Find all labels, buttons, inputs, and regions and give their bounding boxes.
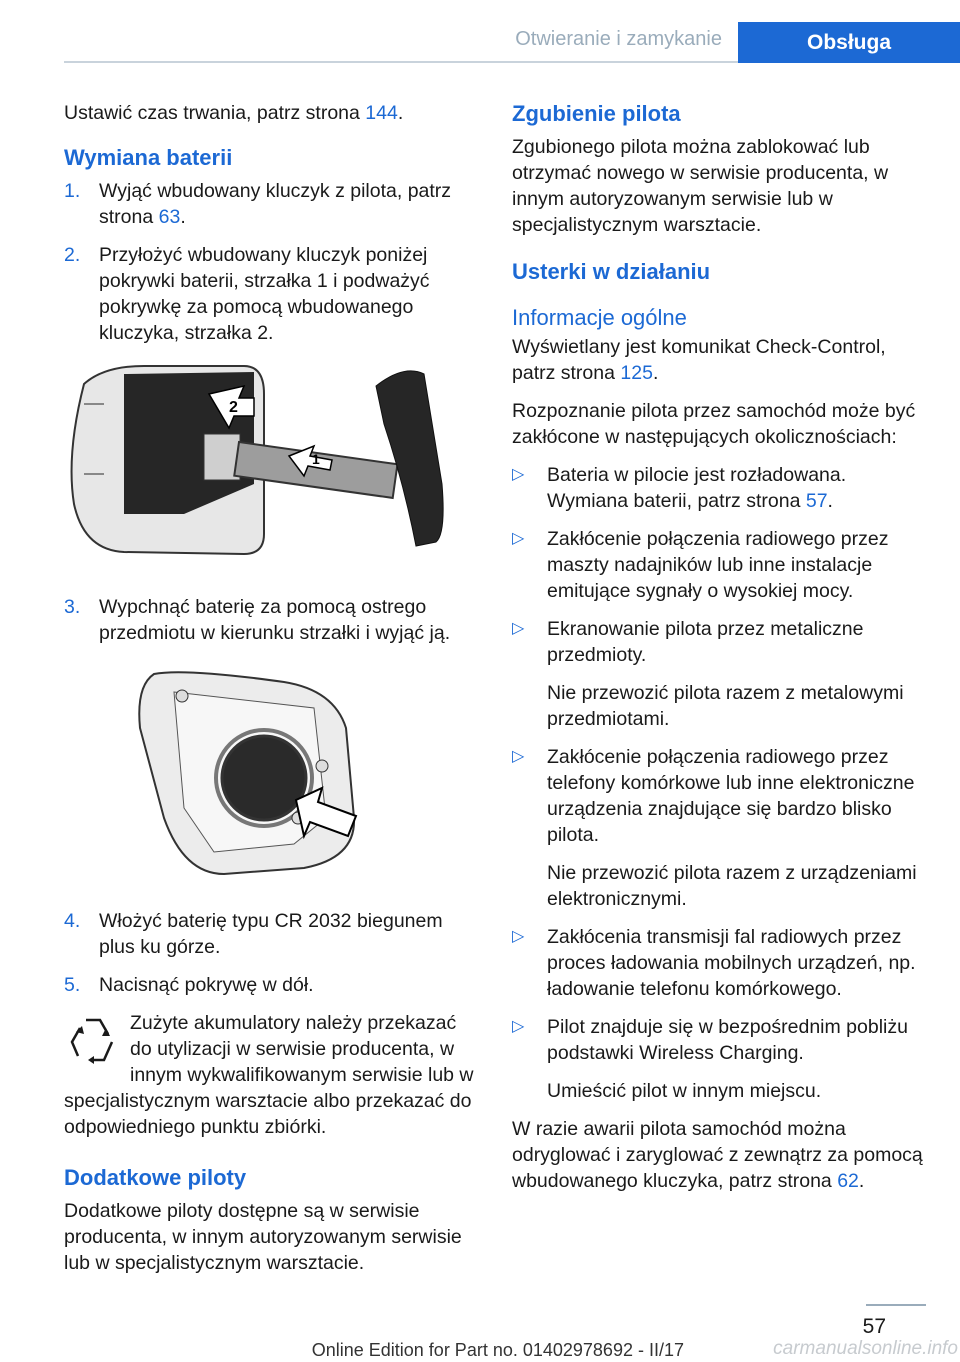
step-text: Przyłożyć wbudowany kluczyk poniżej pokrywki baterii, strzałka 1 i podważyć pokrywkę za pomocą wbudowanego kluczyka, strzałka 2. <box>99 244 430 344</box>
bullet-item: ▷ Ekranowanie pilota przez metaliczne przedmioty. <box>512 618 864 666</box>
bullet-note: Nie przewozić pilota razem z urządzeniami elektronicznymi. <box>547 862 917 910</box>
step-number: 5. <box>64 974 81 996</box>
extra-remotes-text: Dodatkowe piloty dostępne są w serwisie producenta, w innym autoryzowanym serwisie lub w specjalistycznym warsztacie. <box>64 1200 462 1274</box>
page-link[interactable]: 63 <box>158 206 181 228</box>
general-info-heading: Informacje ogólne <box>512 305 687 330</box>
step-3 <box>64 594 478 646</box>
bullet-item: ▷ Zakłócenie połączenia radiowego przez maszty nadajników lub inne instalacje emitujące sygnały o wysokiej mocy. <box>512 528 889 602</box>
check-control-text: Wyświetlany jest komunikat Check-Control, patrz strona 125. <box>512 336 886 384</box>
bullet-note: Umieścić pilot w innym miejscu. <box>547 1080 822 1102</box>
bullet-arrow-icon: ▷ <box>512 620 525 637</box>
step-1: 1. Wyjąć wbudowany kluczyk z pilota, patrz strona 63. <box>64 180 452 228</box>
key-fob-figure <box>64 364 478 580</box>
step-number: 3. <box>64 596 81 618</box>
header-chapter-tab: Obsługa <box>738 22 960 63</box>
step-text: Wypchnąć baterię za pomocą ostrego przedmiotu w kierunku strzałki i wyjąć ją. <box>99 596 451 644</box>
left-column <box>64 100 478 1288</box>
step-4 <box>64 908 478 960</box>
intro-paragraph: Ustawić czas trwania, patrz strona 144. <box>64 102 404 124</box>
step-number: 1. <box>64 180 81 202</box>
detection-text: Rozpoznanie pilota przez samochód może być zakłócone w następujących okolicznościach: <box>512 400 916 448</box>
bullet-item: ▷ Zakłócenia transmisji fal radiowych przez proces ładowania mobilnych urządzeń, np. ładowanie telefonu komórkowego. <box>512 926 916 1000</box>
arrow-label-2: 2 <box>229 399 238 416</box>
step-number: 4. <box>64 910 81 932</box>
bullet-item: ▷ Zakłócenie połączenia radiowego przez telefony komórkowe lub inne elektroniczne urządzenia znajdujące się bardzo blisko pilota. <box>512 746 915 846</box>
bullet-item: ▷ Pilot znajduje się w bezpośrednim pobliżu podstawki Wireless Charging. <box>512 1016 908 1064</box>
page-number: 57 <box>862 1315 886 1338</box>
faults-heading: Usterki w działaniu <box>512 259 711 284</box>
extra-remotes-heading: Dodatkowe piloty <box>64 1165 247 1190</box>
step-5 <box>64 972 478 998</box>
recycle-icon <box>64 1012 122 1070</box>
edition-info: Online Edition for Part no. 01402978692 - II/17 <box>311 1340 684 1360</box>
footer-rule <box>866 1304 926 1306</box>
bullet-item: ▷ Bateria w pilocie jest rozładowana. Wymiana baterii, patrz strona 57. <box>512 464 847 512</box>
lost-remote-heading: Zgubienie pilota <box>512 101 681 126</box>
page-link[interactable]: 125 <box>620 362 653 384</box>
bullet-arrow-icon: ▷ <box>512 1018 525 1035</box>
battery-heading: Wymiana baterii <box>64 145 233 170</box>
arrow-label-1: 1 <box>312 451 320 467</box>
step-text: Włożyć baterię typu CR 2032 biegunem plus ku górze. <box>99 910 443 958</box>
lost-remote-text: Zgubionego pilota można zablokować lub otrzymać nowego w serwisie producenta, w innym autoryzowanym serwisie lub w specjalistycznym warsztacie. <box>512 136 889 236</box>
page-link[interactable]: 57 <box>805 490 828 512</box>
page-link[interactable]: 144 <box>365 102 398 124</box>
step-text: Nacisnąć pokrywę w dół. <box>99 974 314 996</box>
step-2 <box>64 242 478 346</box>
bullet-arrow-icon: ▷ <box>512 530 525 547</box>
right-column <box>512 100 928 1206</box>
bullet-note: Nie przewozić pilota razem z metalowymi przedmiotami. <box>547 682 904 730</box>
header-section-title: Otwieranie i zamykanie <box>515 28 722 50</box>
battery-compartment-illustration <box>64 668 464 894</box>
battery-compartment-figure <box>64 668 478 894</box>
key-fob-illustration <box>64 364 464 580</box>
bullet-arrow-icon: ▷ <box>512 466 525 483</box>
bullet-arrow-icon: ▷ <box>512 748 525 765</box>
bullet-arrow-icon: ▷ <box>512 928 525 945</box>
step-number: 2. <box>64 244 81 266</box>
recycling-note: Zużyte akumulatory należy przekazać do utylizacji w serwisie producenta, w innym wykwalifikowanym serwisie lub w specjalistycznym warsztacie albo przekazać do odpowiedniego punktu zbiórki. <box>64 1012 474 1138</box>
watermark: carmanualsonline.info <box>773 1338 958 1359</box>
emergency-text: W razie awarii pilota samochód można odryglować i zaryglować z zewnątrz za pomocą wbudowanego kluczyka, patrz strona 62. <box>512 1118 923 1192</box>
page-link[interactable]: 62 <box>837 1170 859 1192</box>
